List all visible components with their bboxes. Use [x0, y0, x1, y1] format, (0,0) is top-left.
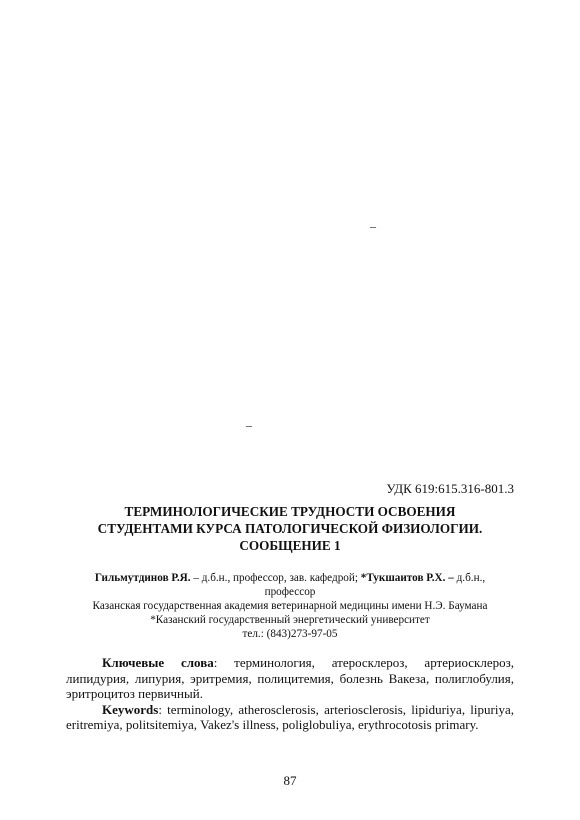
keywords-ru — [66, 655, 514, 702]
author-info: д.б.н., — [453, 572, 486, 584]
phone: тел.: (843)273-97-05 — [242, 628, 338, 640]
article-title — [60, 503, 520, 554]
author-info: – д.б.н., профессор, зав. кафедрой; — [190, 572, 361, 584]
affiliation: *Казанский государственный энергетический университет — [150, 614, 430, 626]
author-name: Гильмутдинов Р.Я. — [94, 572, 191, 584]
stray-dash-mark: – — [246, 418, 252, 432]
title-line: СООБЩЕНИЕ 1 — [239, 538, 341, 553]
stray-dash-mark: – — [370, 219, 376, 233]
title-line: СТУДЕНТАМИ КУРСА ПАТОЛОГИЧЕСКОЙ ФИЗИОЛОГИИ. — [97, 521, 483, 536]
keywords-text: : терминология, атеросклероз, артериосклероз, липидурия, липурия, эритремия, полицитемия, болезнь Вакеза, полиглобулия, эритроцитоз первичный. — [66, 655, 514, 702]
keywords-block — [66, 655, 514, 733]
keywords-text: : terminology, atherosclerosis, arteriosclerosis, lipiduriya, lipuriya, eritremiya, politsitemiya, Vakez's illness, poliglobuliya, erythrocotosis primary. — [66, 701, 514, 733]
title-line: ТЕРМИНОЛОГИЧЕСКИЕ ТРУДНОСТИ ОСВОЕНИЯ — [124, 504, 456, 519]
authors-block — [66, 571, 514, 641]
udc-code: УДК 619:615.316-801.3 — [386, 481, 514, 496]
affiliation: Казанская государственная академия ветеринарной медицины имени Н.Э. Баумана — [92, 600, 488, 612]
author-name: *Тукшаитов Р.Х. – — [360, 572, 454, 584]
authors-line — [66, 571, 514, 585]
author-info-continued: профессор — [264, 586, 316, 598]
keywords-label: Ключевые слова — [102, 655, 214, 670]
keywords-label: Keywords — [102, 701, 159, 717]
page-number: 87 — [283, 773, 297, 788]
keywords-en — [66, 702, 514, 733]
